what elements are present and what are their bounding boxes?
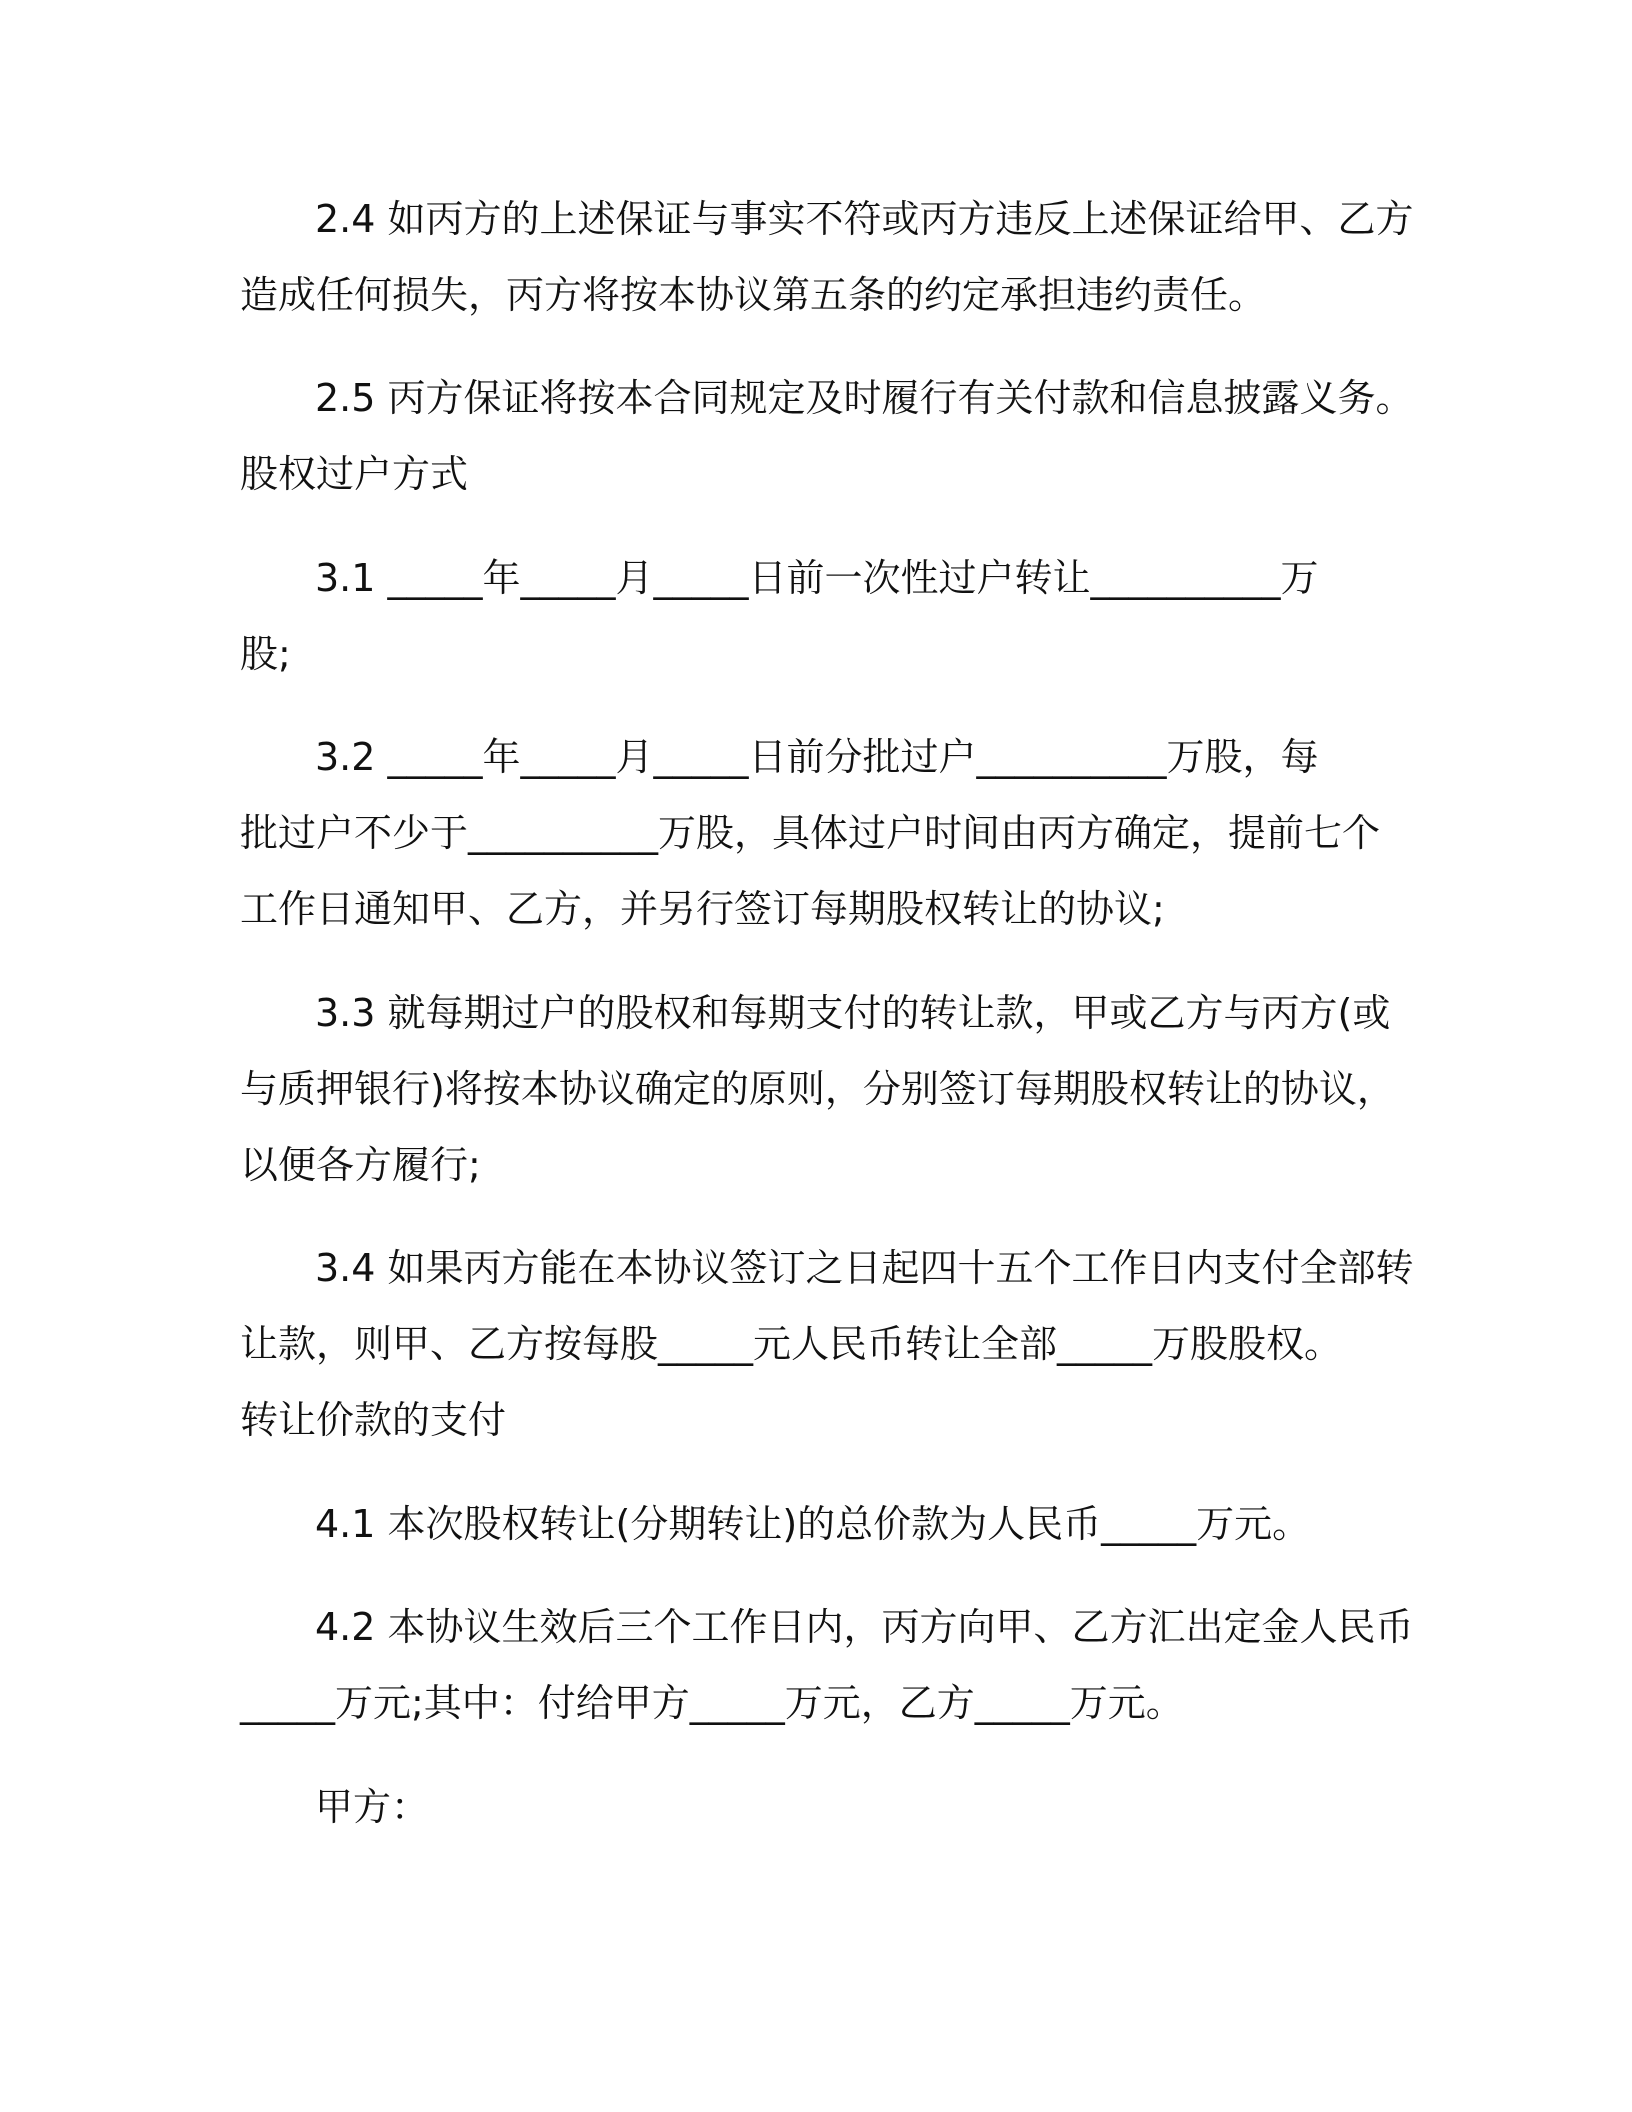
clause-3-2-line-1: 3.2 _____年_____月_____日前分批过户__________万股，每	[315, 735, 1319, 779]
clause-3-3-line-2: 与质押银行)将按本协议确定的原则，分别签订每期股权转让的协议，	[240, 1067, 1395, 1111]
clause-3-4-line-2: 让款，则甲、乙方按每股_____元人民币转让全部_____万股股权。	[240, 1322, 1343, 1366]
clause-3-1-line-1: 3.1 _____年_____月_____日前一次性过户转让__________万	[315, 556, 1319, 600]
clause-4-2-line-1: 4.2 本协议生效后三个工作日内，丙方向甲、乙方汇出定金人民币	[315, 1605, 1414, 1649]
section-heading-share-transfer-method: 股权过户方式	[240, 452, 469, 496]
section-heading-payment: 转让价款的支付	[240, 1398, 507, 1442]
clause-2-4-line-2: 造成任何损失，丙方将按本协议第五条的约定承担违约责任。	[240, 273, 1267, 317]
clause-3-1-line-2: 股;	[240, 632, 291, 676]
clause-3-3-line-3: 以便各方履行;	[240, 1143, 481, 1187]
clause-3-3-line-1: 3.3 就每期过户的股权和每期支付的转让款，甲或乙方与丙方(或	[315, 991, 1391, 1035]
clause-2-4-line-1: 2.4 如丙方的上述保证与事实不符或丙方违反上述保证给甲、乙方	[315, 197, 1414, 241]
clause-4-1-line-1: 4.1 本次股权转让(分期转让)的总价款为人民币_____万元。	[315, 1502, 1311, 1546]
clause-3-2-line-2: 批过户不少于__________万股，具体过户时间由丙方确定，提前七个	[240, 811, 1381, 855]
clause-2-5-line-1: 2.5 丙方保证将按本合同规定及时履行有关付款和信息披露义务。	[315, 376, 1414, 420]
party-a-signature-label: 甲方：	[315, 1785, 430, 1829]
clause-3-4-line-1: 3.4 如果丙方能在本协议签订之日起四十五个工作日内支付全部转	[315, 1246, 1414, 1290]
clause-3-2-line-3: 工作日通知甲、乙方，并另行签订每期股权转让的协议;	[240, 887, 1165, 931]
clause-4-2-line-2: _____万元;其中：付给甲方_____万元，乙方_____万元。	[240, 1681, 1184, 1725]
